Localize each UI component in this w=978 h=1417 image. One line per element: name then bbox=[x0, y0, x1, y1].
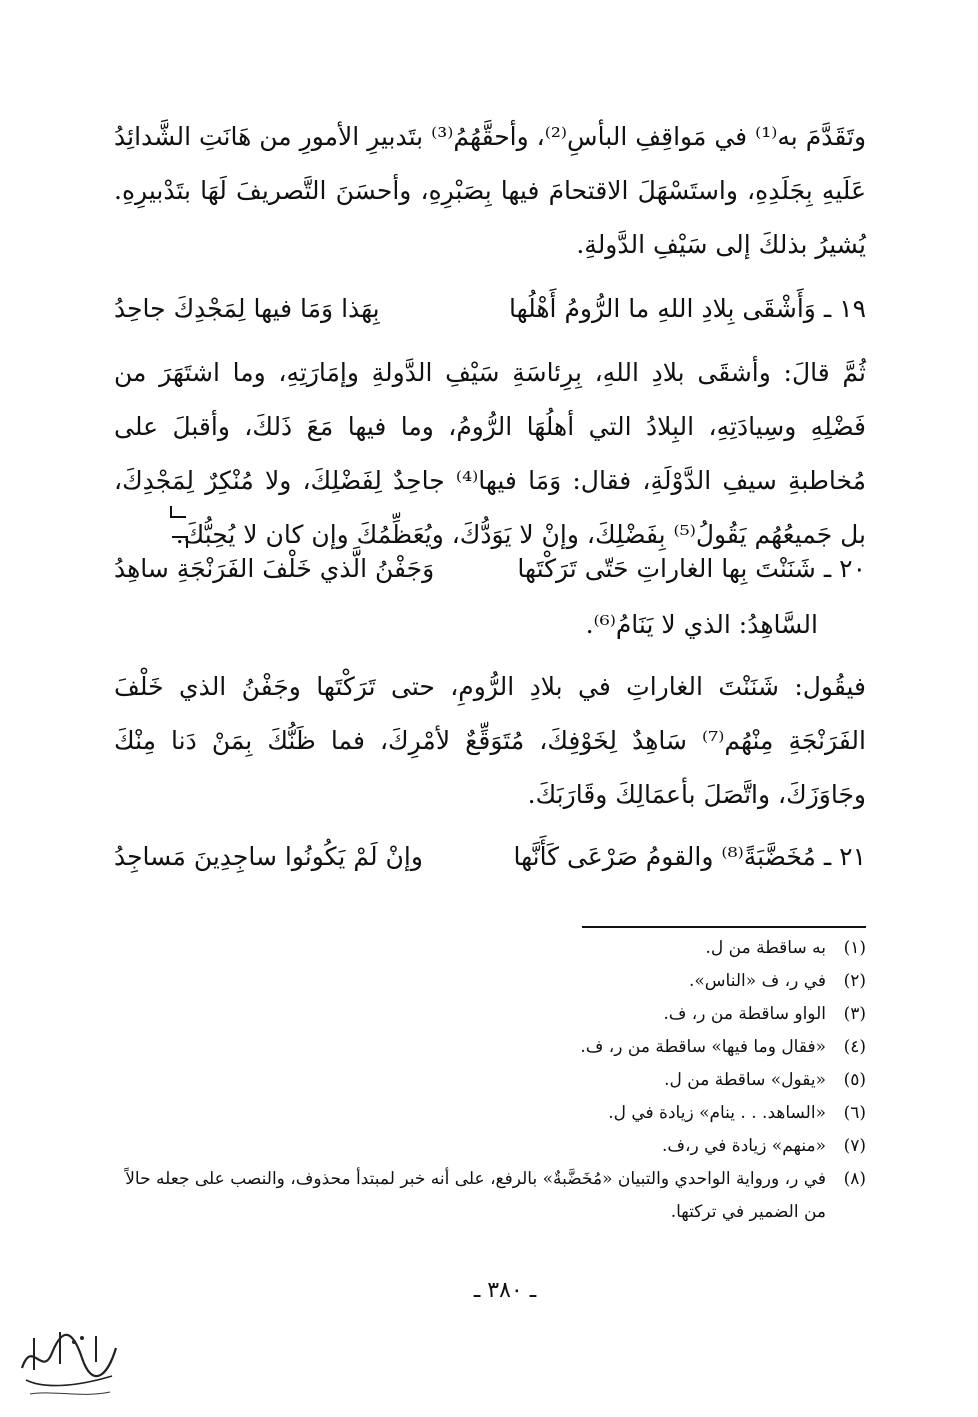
footnote-number: (٨) bbox=[843, 1169, 866, 1189]
footnotes bbox=[114, 932, 866, 1229]
footnote-text: «فقال وما فيها» ساقطة من ر، ف. bbox=[580, 1037, 826, 1057]
footnote-divider bbox=[582, 926, 866, 928]
footnote-number: (٣) bbox=[843, 1004, 866, 1024]
footnote-number: (١) bbox=[843, 938, 866, 958]
footnote bbox=[114, 1163, 866, 1229]
library-stamp-logo bbox=[12, 1318, 124, 1404]
footnote-number: (٤) bbox=[843, 1037, 866, 1057]
verse-number: ١٩ ـ bbox=[823, 294, 866, 323]
footnote-text: «يقول» ساقطة من ل. bbox=[664, 1070, 826, 1090]
footnote-text: الواو ساقطة من ر، ف. bbox=[663, 1004, 826, 1024]
footnote bbox=[114, 1130, 866, 1163]
verse-first-hemistich: وَأَشْقَى بِلادِ اللهِ ما الرُّومُ أَهْلُها bbox=[508, 294, 816, 323]
footnote bbox=[114, 965, 866, 998]
footnote-number: (٥) bbox=[843, 1070, 866, 1090]
page-number: ـ ٣٨٠ ـ bbox=[473, 1278, 537, 1303]
footnote bbox=[114, 1064, 866, 1097]
footnote bbox=[114, 998, 866, 1031]
footnote-number: (٦) bbox=[843, 1103, 866, 1123]
verse-number: ٢١ ـ bbox=[823, 842, 866, 871]
footnote-text: «منهم» زيادة في ر،ف. bbox=[661, 1136, 826, 1156]
verse-second-hemistich: وَجَفْنُ الَّذي خَلْفَ الفَرَنْجَةِ ساهِدُ bbox=[113, 554, 435, 583]
commentary-paragraph-1: وتَقَدَّمَ به⁽¹⁾ في مَواقِفِ البأسِ⁽²⁾، وأحقَّهُمُ⁽³⁾ بتَدبيرِ الأمورِ من هَانَتِ الشَّدائِدُ عَلَيهِ بِجَلَدِهِ، واستَسْهَلَ الاقتحامَ فيها بِصَبْرِهِ، وأحسَنَ التَّصريفَ لَهَا بتَدْبيرِهِ. يُشيرُ بذلكَ إلى سَيْفِ الدَّولةِ. bbox=[114, 122, 867, 259]
verse-20-gloss: السَّاهِدُ: الذي لا يَنَامُ⁽⁶⁾. bbox=[585, 610, 818, 639]
verse-second-hemistich: وإنْ لَمْ يَكُونُوا ساجِدِينَ مَساجِدُ bbox=[113, 842, 423, 871]
verse-19 bbox=[114, 282, 866, 336]
verse-second-hemistich: بِهَذا وَمَا فيها لِمَجْدِكَ جاحِدُ bbox=[113, 294, 380, 323]
footnote-text: «الساهد. . . ينام» زيادة في ل. bbox=[608, 1103, 826, 1123]
commentary-paragraph-3: فيقُول: شَنَنْتَ الغاراتِ في بلادِ الرُّومِ، حتى تَرَكْتَها وجَفْنُ الذي خَلْفَ الفَرَنْجَةِ مِنْهُم⁽⁷⁾ سَاهِدٌ لِخَوْفِكَ، مُتَوَقِّعٌ لأمْرِكَ، فما ظَنُّكَ بِمَنْ دَنا مِنْكَ وجَاوَزَكَ، واتَّصَلَ بأعمَالِكَ وقَارَبَكَ. bbox=[114, 672, 866, 809]
footnote-text: في ر، ورواية الواحدي والتبيان «مُخَضَّبةٌ» بالرفع، على أنه خبر لمبتدأ محذوف، والنصب على جعله حالاً من الضمير في تركتها. bbox=[125, 1169, 826, 1222]
footnote-text: به ساقطة من ل. bbox=[705, 938, 826, 958]
footnote bbox=[114, 1031, 866, 1064]
footnote-number: (٢) bbox=[843, 971, 866, 991]
footnote bbox=[114, 1097, 866, 1130]
footnote bbox=[114, 932, 866, 965]
verse-20 bbox=[114, 542, 866, 596]
footnote-text: في ر، ف «الناس». bbox=[689, 971, 826, 991]
verse-first-hemistich: شَنَنْتَ بِها الغاراتِ حَتّى تَرَكْتَها bbox=[517, 554, 816, 583]
bracket-mark bbox=[170, 506, 186, 518]
commentary-paragraph-2: ثُمَّ قالَ: وأشقَى بلادِ اللهِ، بِرِئاسَةِ سَيْفِ الدَّولةِ وإمَارَتِهِ، وما اشتَهَرَ من فَضْلِهِ وسِيادَتِهِ، البِلادُ التي أهلُهَا الرُّومُ، وما فيها مَعَ ذَلكَ، وأقبلَ على مُخاطبةِ سيفِ الدَّوْلَةِ، فقال: وَمَا فيها⁽⁴⁾ جاحِدٌ لِفَضْلِكَ، ولا مُنْكِرٌ لِمَجْدِكَ، بل جَميعُهُم يَقُولُ⁽⁵⁾ بِفَضْلِكَ، وإنْ لا يَوَدُّكَ، ويُعَظِّمُكَ وإن كان لا يُحِبُّكَ. bbox=[114, 358, 866, 549]
verse-number: ٢٠ ـ bbox=[823, 554, 866, 583]
verse-21 bbox=[114, 830, 866, 884]
verse-first-hemistich: مُخَضَّبَةً⁽⁸⁾ والقومُ صَرْعَى كَأَنَّها bbox=[513, 842, 816, 871]
footnote-number: (٧) bbox=[843, 1136, 866, 1156]
